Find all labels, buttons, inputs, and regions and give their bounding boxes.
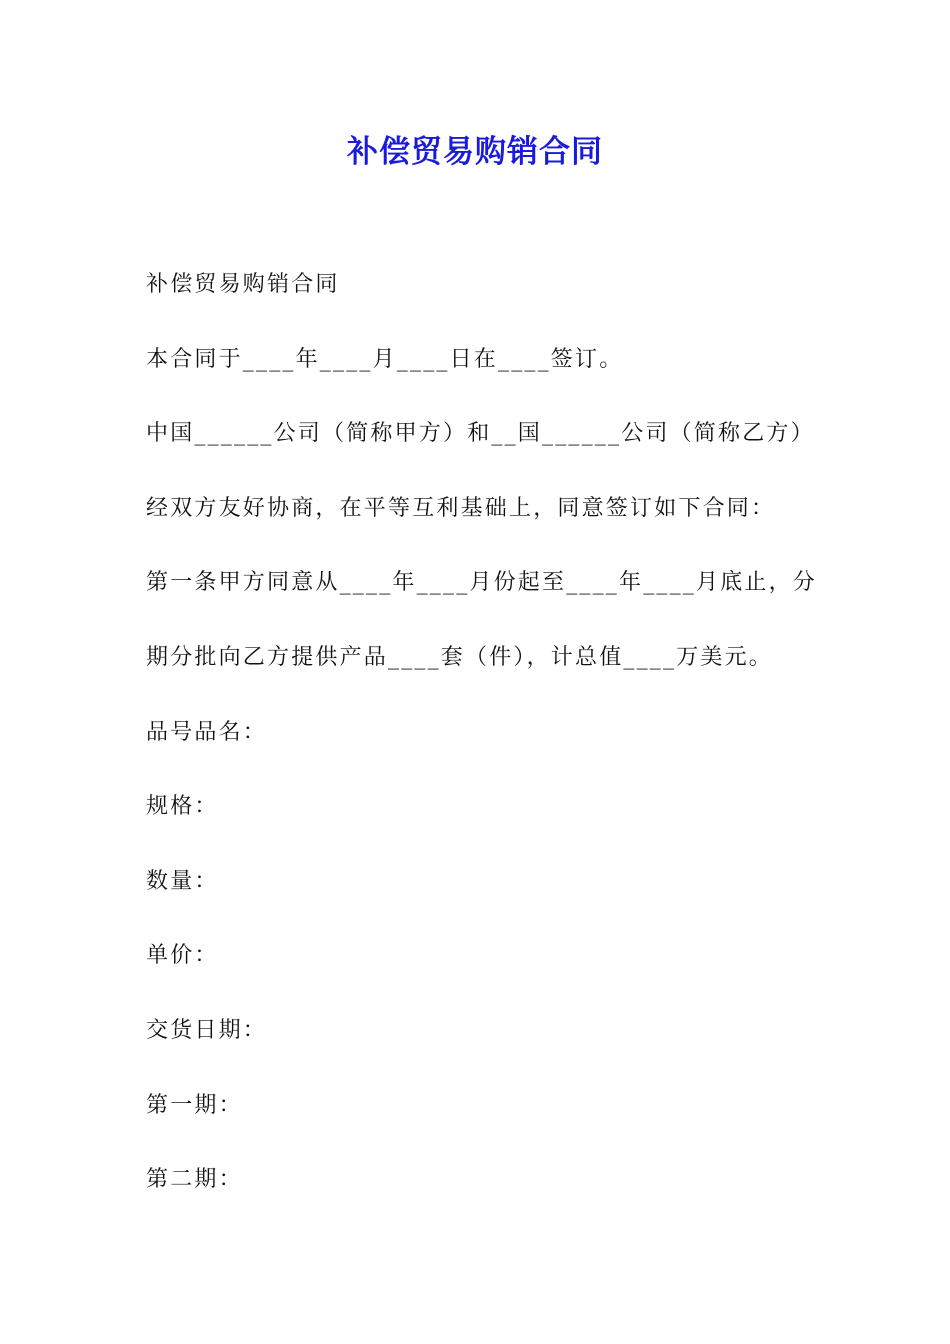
field-quantity: 数量： xyxy=(146,868,219,894)
field-phase-two: 第二期： xyxy=(146,1167,243,1193)
field-delivery-date: 交货日期： xyxy=(146,1017,268,1043)
paragraph-article-one-continued: 期分批向乙方提供产品____套（件），计总值____万美元。 xyxy=(146,644,774,670)
field-product-name: 品号品名： xyxy=(146,719,268,745)
paragraph-signing-date: 本合同于____年____月____日在____签订。 xyxy=(146,346,624,372)
paragraph-agreement-intro: 经双方友好协商，在平等互利基础上，同意签订如下合同： xyxy=(146,495,776,521)
paragraph-parties: 中国______公司（简称甲方）和__国______公司（简称乙方） xyxy=(146,421,815,447)
document-body xyxy=(146,262,826,1232)
field-unit-price: 单价： xyxy=(146,943,219,969)
field-phase-one: 第一期： xyxy=(146,1092,243,1118)
field-specification: 规格： xyxy=(146,794,219,820)
paragraph-article-one: 第一条甲方同意从____年____月份起至____年____月底止，分 xyxy=(146,570,818,596)
paragraph-contract-heading: 补偿贸易购销合同 xyxy=(146,272,340,297)
document-title: 补偿贸易购销合同 xyxy=(347,134,603,170)
